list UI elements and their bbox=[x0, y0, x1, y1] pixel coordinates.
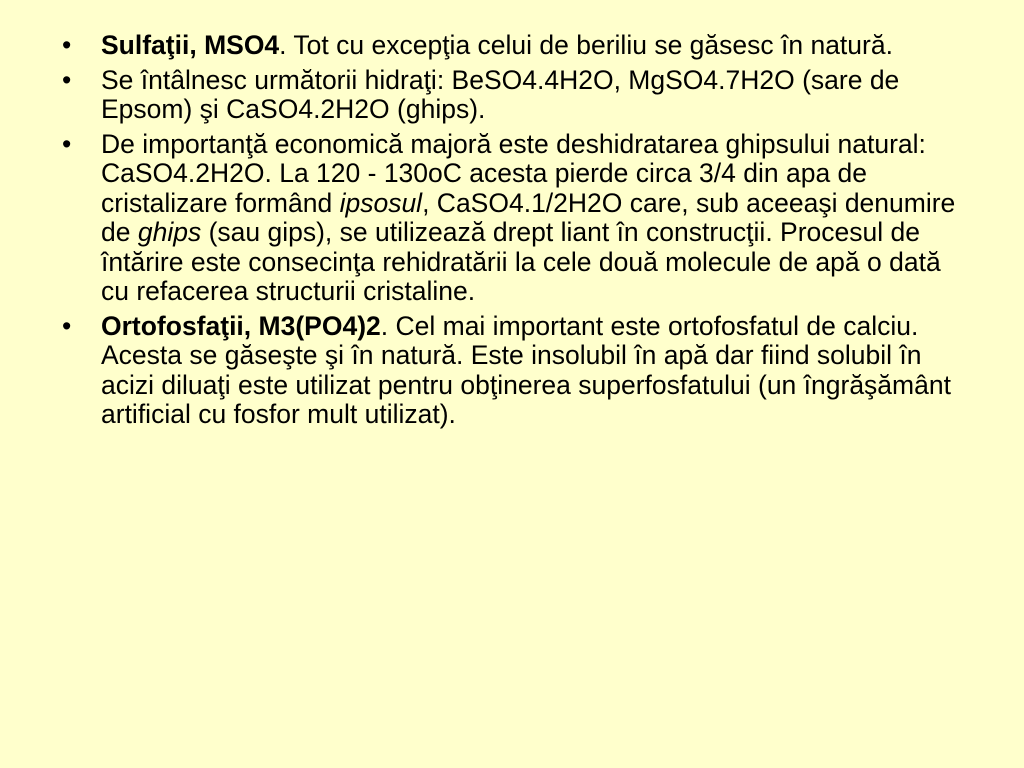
bullet-text: . Cel mai important este ortofosfatul de calciu. Acesta se găseşte şi în natură. Este insolubil în apă dar fiind solubil în acizi diluaţi este utilizat pentru obţinerea superfosfatului (un îngrăşământ artificial cu fosfor mult utilizat). bbox=[101, 310, 951, 429]
bullet-item-sulfati bbox=[62, 31, 962, 61]
bullet-item-deshidratare bbox=[62, 130, 962, 307]
bullet-text: . Tot cu excepţia celui de beriliu se găsesc în natură. bbox=[279, 30, 893, 60]
bullet-text: De importanţă economică majoră este deshidratarea ghipsului natural: CaSO4.2H2O. La 120 - 130oC acesta pierde circa 3/4 din apa de cristalizare formând bbox=[101, 128, 926, 218]
bullet-text: Se întâlnesc următorii hidraţi: BeSO4.4H2O, MgSO4.7H2O (sare de Epsom) şi CaSO4.2H2O (ghips). bbox=[101, 64, 900, 124]
bullet-icon: • bbox=[62, 64, 72, 95]
bullet-list bbox=[62, 31, 962, 435]
bullet-italic-term: ipsosul bbox=[339, 187, 423, 218]
bullet-title: Sulfaţii, MSO4 bbox=[101, 30, 280, 60]
bullet-text: (sau gips), se utilizează drept liant în construcţii. Procesul de întărire este consecinţa rehidratării la cele două molecule de apă o dată cu refacerea structurii cristaline. bbox=[101, 217, 941, 306]
bullet-icon: • bbox=[62, 128, 72, 159]
bullet-italic-term: ghips bbox=[137, 217, 202, 247]
bullet-icon: • bbox=[62, 310, 72, 341]
bullet-item-hidrati bbox=[62, 66, 962, 125]
bullet-title: Ortofosfaţii, M3(PO4)2 bbox=[101, 310, 381, 341]
bullet-item-ortofosfati bbox=[62, 312, 962, 430]
bullet-icon: • bbox=[62, 30, 72, 60]
bullet-text: , CaSO4.1/2H2O care, sub aceeaşi denumire de bbox=[101, 187, 956, 247]
